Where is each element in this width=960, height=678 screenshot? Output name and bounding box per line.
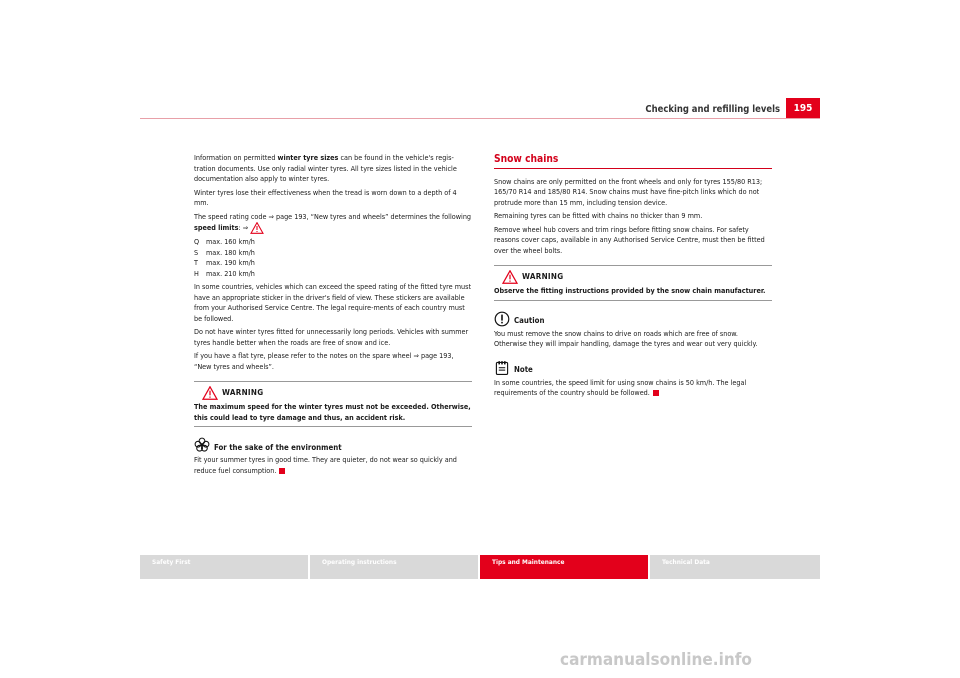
tab-operating-instructions[interactable]: Operating instructions <box>310 555 478 579</box>
environment-heading: For the sake of the environment <box>194 437 472 453</box>
flat-tyre-paragraph: If you have a flat tyre, please refer to the notes on the spare wheel ⇒ page 193, “New tyres and wheels”. <box>194 351 454 371</box>
watermark: carmanualsonline.info <box>560 650 752 670</box>
note-icon <box>494 360 510 376</box>
warning-box <box>194 381 472 427</box>
warning-text: The maximum speed for the winter tyres must not be exceeded. Otherwise, this could lead to tyre damage and thus, an accident risk. <box>194 402 471 422</box>
warning-text: Observe the fitting instructions provided by the snow chain manufacturer. <box>494 286 766 295</box>
environment-text: Fit your summer tyres in good time. They are quieter, do not wear so quickly and reduce fuel consumption. <box>194 455 457 475</box>
speed-limits-list <box>194 237 472 279</box>
note-heading: Note <box>494 360 772 376</box>
caution-heading: Caution <box>494 311 772 327</box>
left-column <box>194 153 472 479</box>
note-text: In some countries, the speed limit for using snow chains is 50 km/h. The legal requirements of the country should be followed. <box>494 377 747 397</box>
list-item: H max. 210 km/h <box>194 268 255 278</box>
end-marker-icon <box>653 390 659 396</box>
tab-technical-data[interactable]: Technical Data <box>650 555 820 579</box>
right-column <box>494 153 772 402</box>
wheel-covers-paragraph: Remove wheel hub covers and trim rings before fitting snow chains. For safety reasons cover caps, available in any Authorised Service Centre, must then be fitted over the wheel bolts. <box>494 224 765 255</box>
end-marker-icon <box>279 468 285 474</box>
warning-triangle-icon <box>250 222 264 234</box>
caution-text: You must remove the snow chains to drive on roads which are free of snow. Otherwise they will impair handling, damage the tyres and wear out very quickly. <box>494 328 758 348</box>
tab-tips-and-maintenance[interactable]: Tips and Maintenance <box>480 555 648 579</box>
warning-triangle-icon <box>502 270 518 284</box>
list-item: T max. 190 km/h <box>194 258 255 267</box>
section-title: Checking and refilling levels <box>645 104 780 115</box>
speed-sticker-paragraph: In some countries, vehicles which can exceed the speed rating of the fitted tyre must have an appropriate sticker in the driver's field of view. These stickers are available from your Authorised Service Centre. The legal require-ments of each country must be followed. <box>194 282 471 323</box>
header-rule <box>140 118 820 119</box>
speed-rating-paragraph: The speed rating code ⇒ page 193, “New tyres and wheels” determines the following speed limits: ⇒ <box>194 211 472 232</box>
page-number: 195 <box>786 98 820 118</box>
winter-tyre-sizes-paragraph: Information on permitted winter tyre sizes can be found in the vehicle's regis-tration documents. Use only radial winter tyres. All tyre sizes listed in the vehicle documentation also apply to winter tyres. <box>194 153 457 183</box>
warning-title: WARNING <box>522 272 564 281</box>
tread-depth-paragraph: Winter tyres lose their effectiveness when the tread is worn down to a depth of 4 mm. <box>194 187 457 207</box>
warning-triangle-icon <box>202 386 218 400</box>
list-item: S max. 180 km/h <box>194 247 255 257</box>
snow-chains-paragraph: Snow chains are only permitted on the front wheels and only for tyres 155/80 R13; 165/70 R14 and 185/80 R14. Snow chains must have fine-pitch links which do not protrude more than 15 mm, including tension device. <box>494 176 763 207</box>
winter-tyre-period-paragraph: Do not have winter tyres fitted for unnecessarily long periods. Vehicles with summer tyres handle better when the roads are free of snow and ice. <box>194 327 469 347</box>
exclamation-circle-icon <box>494 311 510 327</box>
warning-box <box>494 265 772 301</box>
remaining-tyres-paragraph: Remaining tyres can be fitted with chains no thicker than 9 mm. <box>494 211 703 220</box>
flower-icon <box>194 437 210 453</box>
warning-title: WARNING <box>222 388 264 397</box>
snow-chains-heading: Snow chains <box>494 155 772 169</box>
tab-safety-first[interactable]: Safety First <box>140 555 308 579</box>
list-item: Q max. 160 km/h <box>194 237 255 246</box>
